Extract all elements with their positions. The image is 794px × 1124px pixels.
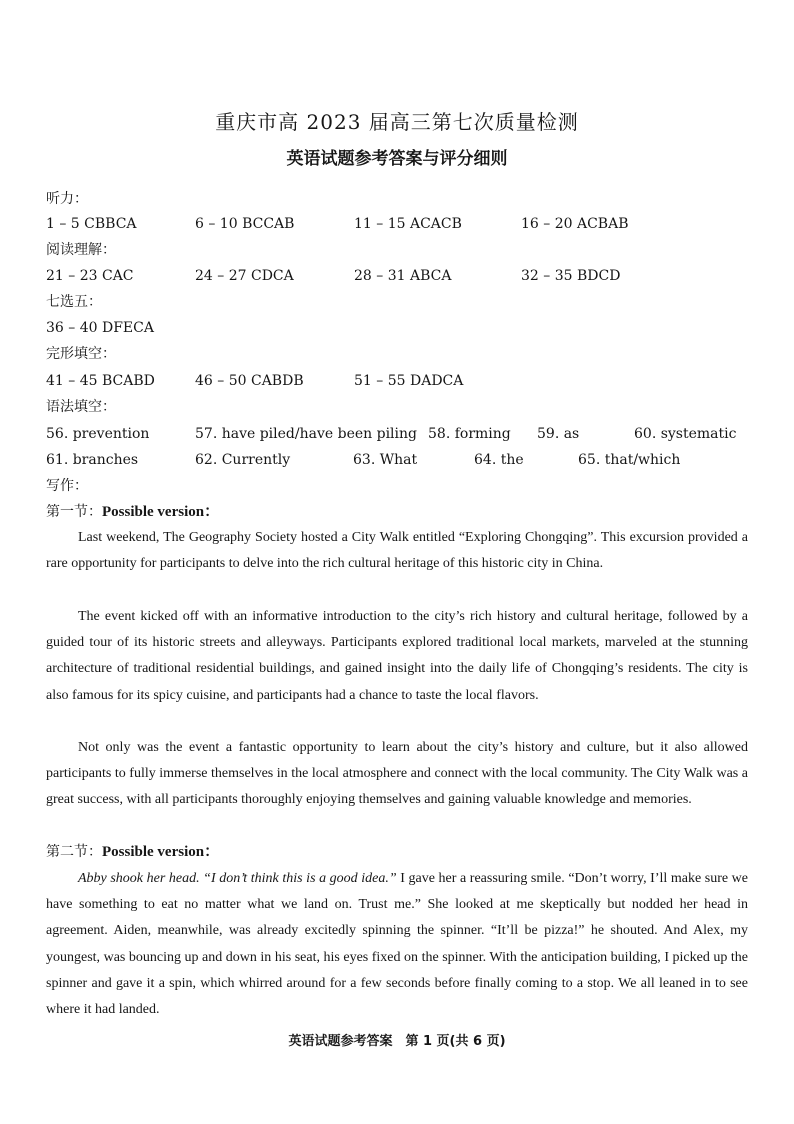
answer-group: 1 – 5 CBBCA	[46, 216, 137, 232]
answer-group: 36 – 40 DFECA	[46, 320, 154, 336]
section-2-version-label: Possible version：	[102, 844, 220, 860]
cloze-answers-row	[46, 371, 748, 391]
grammar-row-2	[46, 450, 748, 470]
grammar-answer: 64. the	[474, 452, 524, 468]
story-paragraph	[46, 866, 748, 1023]
grammar-answer: 58. forming	[428, 426, 511, 442]
section-1-label: 第一节：	[46, 504, 102, 520]
grammar-answer: 62. Currently	[195, 452, 291, 468]
grammar-row-1	[46, 424, 748, 444]
answer-group: 32 – 35 BDCD	[521, 268, 621, 284]
essay-paragraph-2: The event kicked off with an informative introduction to the city’s rich history and cultural heritage, followed by a guided tour of its historic streets and alleyways. Participants explored traditional local markets, marveled at the stunning architecture of traditional residential buildings, and gained insight into the daily life of Chongqing’s residents. The city is also famous for its spicy cuisine, and participants had a chance to taste the local flavors.	[46, 609, 748, 703]
grammar-answer: 57. have piled/have been piling	[195, 426, 417, 442]
grammar-answer: 63. What	[353, 452, 418, 468]
grammar-answer: 60. systematic	[634, 426, 737, 442]
page-footer: 英语试题参考答案 第 1 页(共 6 页)	[288, 1034, 506, 1049]
essay-paragraph-3: Not only was the event a fantastic opportunity to learn about the city’s history and culture, but it also allowed participants to fully immerse themselves in the local atmosphere and connect with the local community. The City Walk was a great success, with all participants thoroughly enjoying themselves and gaining valuable knowledge and memories.	[46, 740, 748, 808]
section-1-heading	[46, 502, 219, 522]
grammar-answer: 61. branches	[46, 452, 139, 468]
answer-group: 21 – 23 CAC	[46, 268, 134, 284]
seven-choose-five-row	[46, 318, 748, 338]
answer-group: 41 – 45 BCABD	[46, 373, 155, 389]
section-2-heading	[46, 842, 219, 862]
listening-answers-row	[46, 214, 748, 234]
story-continuation: I gave her a reassuring smile. “Don’t worry, I’ll make sure we have something to eat no matter what we land on. Trust me.” She looked at me skeptically but nodded her head in agreement. Aiden, meanwhile, was already excitedly spinning the spinner. “It’ll be pizza!” he shouted. And Alex, my youngest, was bouncing up and down in his seat, his eyes fixed on the spinner. With the anticipation building, I picked up the spinner and gave it a spin, which whirred around for a few seconds before finally coming to a stop. We all leaned in to see where it had landed.	[46, 871, 748, 1018]
grammar-answer: 59. as	[537, 426, 580, 442]
answer-group: 28 – 31 ABCA	[354, 268, 452, 284]
page-subtitle: 英语试题参考答案与评分细则	[286, 149, 508, 169]
reading-label: 阅读理解：	[46, 242, 116, 258]
answer-group: 16 – 20 ACBAB	[521, 216, 629, 232]
seven-choose-five-label: 七选五：	[46, 294, 102, 310]
essay-paragraph-1: Last weekend, The Geography Society hosted a City Walk entitled “Exploring Chongqing”. This excursion provided a rare opportunity for participants to delve into the rich cultural heritage of this historic city in China.	[46, 530, 748, 572]
section-1-version-label: Possible version：	[102, 504, 220, 520]
answer-group: 46 – 50 CABDB	[195, 373, 304, 389]
grammar-answer: 65. that/which	[578, 452, 681, 468]
listening-label: 听力：	[46, 191, 88, 207]
answer-group: 24 – 27 CDCA	[195, 268, 294, 284]
section-2-label: 第二节：	[46, 844, 102, 860]
grammar-answer: 56. prevention	[46, 426, 150, 442]
answer-group: 51 – 55 DADCA	[354, 373, 464, 389]
page-title: 重庆市高 2023 届高三第七次质量检测	[215, 110, 579, 134]
reading-answers-row	[46, 266, 748, 286]
cloze-label: 完形填空：	[46, 346, 116, 362]
story-intro: Abby shook her head. “I don’t think this is a good idea.”	[78, 871, 397, 886]
answer-group: 6 – 10 BCCAB	[195, 216, 295, 232]
writing-label: 写作：	[46, 478, 88, 494]
grammar-label: 语法填空：	[46, 399, 116, 415]
answer-group: 11 – 15 ACACB	[354, 216, 462, 232]
